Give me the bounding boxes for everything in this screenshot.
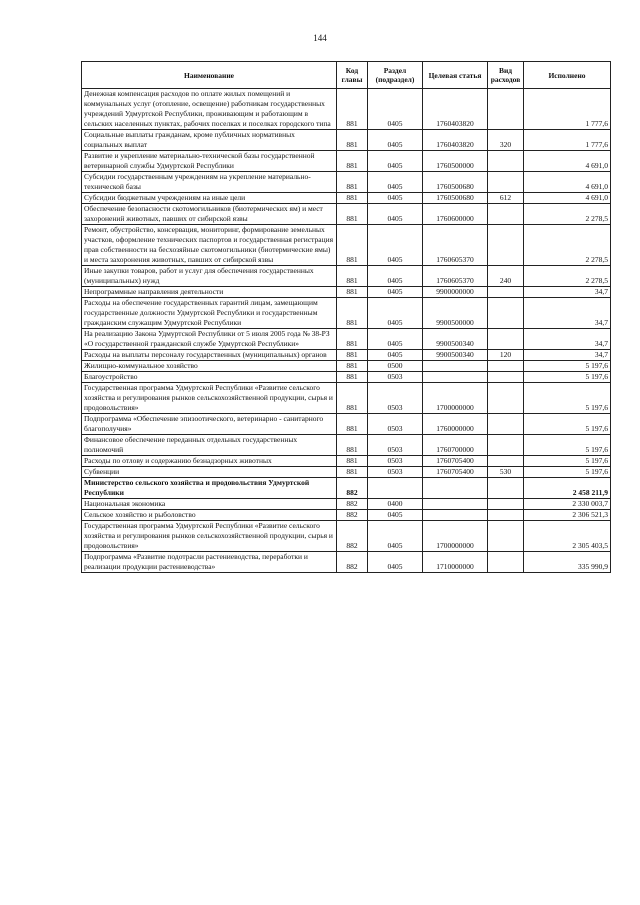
cell-target: 1760705400 [423, 456, 488, 467]
cell-amount: 34,7 [524, 298, 611, 329]
cell-code: 881 [337, 193, 368, 204]
cell-section: 0503 [368, 467, 423, 478]
cell-amount: 5 197,6 [524, 361, 611, 372]
cell-amount: 2 278,5 [524, 266, 611, 287]
cell-type [488, 552, 524, 573]
table-row [82, 287, 611, 298]
cell-section: 0405 [368, 521, 423, 552]
budget-table [81, 61, 611, 573]
cell-type [488, 204, 524, 225]
header-type: Вид расходов [488, 62, 524, 89]
cell-section: 0503 [368, 383, 423, 414]
table-row [82, 499, 611, 510]
cell-section: 0405 [368, 287, 423, 298]
cell-target [423, 510, 488, 521]
cell-section: 0405 [368, 151, 423, 172]
cell-section: 0405 [368, 329, 423, 350]
cell-name: Государственная программа Удмуртской Республики «Развитие сельского хозяйства и регулирования рынков сельскохозяйственной продукции, сырья и продовольствия» [82, 521, 337, 552]
cell-amount: 34,7 [524, 350, 611, 361]
cell-target: 9900500340 [423, 350, 488, 361]
cell-type: 612 [488, 193, 524, 204]
cell-code: 881 [337, 467, 368, 478]
cell-type: 320 [488, 130, 524, 151]
cell-type [488, 329, 524, 350]
cell-name: Денежная компенсация расходов по оплате жилых помещений и коммунальных услуг (отопление, освещение) работникам государственных учреждений Удмуртской Республики, проживающим и работающим в сельских населенных пунктах, рабочих поселках и поселках городского типа [82, 89, 337, 130]
cell-amount: 5 197,6 [524, 372, 611, 383]
cell-amount: 5 197,6 [524, 435, 611, 456]
cell-type [488, 372, 524, 383]
cell-target [423, 372, 488, 383]
cell-amount: 34,7 [524, 329, 611, 350]
cell-target: 9900500000 [423, 298, 488, 329]
cell-amount: 2 330 003,7 [524, 499, 611, 510]
cell-target: 9900500340 [423, 329, 488, 350]
cell-target: 1760700000 [423, 435, 488, 456]
cell-name: Субсидии бюджетным учреждениям на иные цели [82, 193, 337, 204]
cell-code: 881 [337, 266, 368, 287]
cell-amount: 34,7 [524, 287, 611, 298]
cell-amount: 2 306 521,3 [524, 510, 611, 521]
table-row [82, 552, 611, 573]
cell-code: 881 [337, 287, 368, 298]
cell-section: 0405 [368, 266, 423, 287]
page-number: 144 [313, 33, 327, 43]
cell-amount: 2 278,5 [524, 225, 611, 266]
cell-name: Расходы по отлову и содержанию безнадзорных животных [82, 456, 337, 467]
header-section: Раздел (подраздел) [368, 62, 423, 89]
cell-section: 0405 [368, 350, 423, 361]
cell-type [488, 510, 524, 521]
cell-type [488, 172, 524, 193]
cell-name: Национальная экономика [82, 499, 337, 510]
cell-code: 882 [337, 521, 368, 552]
cell-name: Министерство сельского хозяйства и продовольствия Удмуртской Республики [82, 478, 337, 499]
cell-target: 1760403820 [423, 89, 488, 130]
cell-type [488, 383, 524, 414]
cell-name: Непрограммные направления деятельности [82, 287, 337, 298]
cell-type [488, 456, 524, 467]
cell-target: 1700000000 [423, 383, 488, 414]
cell-target: 1760403820 [423, 130, 488, 151]
header-name: Наименование [82, 62, 337, 89]
cell-amount: 1 777,6 [524, 130, 611, 151]
cell-name: Социальные выплаты гражданам, кроме публичных нормативных социальных выплат [82, 130, 337, 151]
cell-type [488, 521, 524, 552]
cell-code: 882 [337, 510, 368, 521]
table-row [82, 435, 611, 456]
cell-code: 881 [337, 361, 368, 372]
cell-type [488, 361, 524, 372]
cell-code: 882 [337, 552, 368, 573]
cell-section: 0405 [368, 510, 423, 521]
cell-type [488, 225, 524, 266]
cell-code: 881 [337, 225, 368, 266]
cell-section: 0405 [368, 552, 423, 573]
cell-name: Благоустройство [82, 372, 337, 383]
cell-type [488, 414, 524, 435]
table-row [82, 383, 611, 414]
cell-target: 1710000000 [423, 552, 488, 573]
cell-code: 881 [337, 89, 368, 130]
cell-amount: 5 197,6 [524, 383, 611, 414]
cell-name: На реализацию Закона Удмуртской Республики от 5 июля 2005 года № 38-РЗ «О государственной гражданской службе Удмуртской Республики» [82, 329, 337, 350]
cell-type [488, 298, 524, 329]
cell-section: 0405 [368, 204, 423, 225]
cell-section: 0503 [368, 456, 423, 467]
cell-type [488, 151, 524, 172]
table-row [82, 172, 611, 193]
cell-name: Развитие и укрепление материально-технической базы государственной ветеринарной службы Удмуртской Республики [82, 151, 337, 172]
cell-code: 881 [337, 172, 368, 193]
table-row [82, 329, 611, 350]
cell-code: 881 [337, 414, 368, 435]
cell-name: Субсидии государственным учреждениям на укрепление материально-технической базы [82, 172, 337, 193]
cell-name: Финансовое обеспечение переданных отдельных государственных полномочий [82, 435, 337, 456]
table-row [82, 151, 611, 172]
cell-name: Ремонт, обустройство, консервация, мониторинг, формирование земельных участков, оформление технических паспортов и государственная регистрация прав собственности на бесхозяйные скотомогильники (биотермические ямы) и места захоронения животных, павших от сибирской язвы [82, 225, 337, 266]
cell-type [488, 435, 524, 456]
table-row [82, 510, 611, 521]
cell-name: Иные закупки товаров, работ и услуг для обеспечения государственных (муниципальных) нужд [82, 266, 337, 287]
cell-code: 881 [337, 456, 368, 467]
cell-section: 0405 [368, 225, 423, 266]
cell-section: 0503 [368, 372, 423, 383]
cell-code: 881 [337, 383, 368, 414]
cell-code: 882 [337, 478, 368, 499]
table-row [82, 204, 611, 225]
cell-amount: 4 691,0 [524, 172, 611, 193]
cell-code: 882 [337, 499, 368, 510]
cell-amount: 1 777,6 [524, 89, 611, 130]
table-row [82, 350, 611, 361]
cell-name: Подпрограмма «Обеспечение эпизоотического, ветеринарно - санитарного благополучия» [82, 414, 337, 435]
table-row [82, 298, 611, 329]
cell-type: 530 [488, 467, 524, 478]
cell-target: 9900000000 [423, 287, 488, 298]
cell-section: 0503 [368, 414, 423, 435]
table-row [82, 89, 611, 130]
table-row [82, 361, 611, 372]
cell-code: 881 [337, 435, 368, 456]
cell-type [488, 499, 524, 510]
table-row [82, 193, 611, 204]
cell-target: 1760600000 [423, 204, 488, 225]
cell-section: 0405 [368, 172, 423, 193]
cell-target: 1760605370 [423, 266, 488, 287]
cell-section: 0405 [368, 89, 423, 130]
cell-name: Государственная программа Удмуртской Республики «Развитие сельского хозяйства и регулирования рынков сельскохозяйственной продукции, сырья и продовольствия» [82, 383, 337, 414]
table-row [82, 467, 611, 478]
cell-target: 1700000000 [423, 521, 488, 552]
header-executed: Исполнено [524, 62, 611, 89]
cell-code: 881 [337, 130, 368, 151]
cell-name: Расходы на выплаты персоналу государственных (муниципальных) органов [82, 350, 337, 361]
cell-name: Расходы на обеспечение государственных гарантий лицам, замещающим государственные должности Удмуртской Республики и государственным гражданским служащим Удмуртской Республики [82, 298, 337, 329]
cell-amount: 2 305 403,5 [524, 521, 611, 552]
cell-section: 0405 [368, 298, 423, 329]
cell-section [368, 478, 423, 499]
cell-section: 0400 [368, 499, 423, 510]
cell-name: Обеспечение безопасности скотомогильников (биотермических ям) и мест захоронений животных, павших от сибирской язвы [82, 204, 337, 225]
header-row [82, 62, 611, 89]
table-row [82, 372, 611, 383]
cell-name: Подпрограмма «Развитие подотрасли растениеводства, переработки и реализации продукции растениеводства» [82, 552, 337, 573]
cell-target [423, 361, 488, 372]
cell-target: 1760500680 [423, 172, 488, 193]
cell-amount: 5 197,6 [524, 414, 611, 435]
table-row [82, 478, 611, 499]
cell-section: 0405 [368, 130, 423, 151]
header-target: Целевая статья [423, 62, 488, 89]
cell-code: 881 [337, 204, 368, 225]
cell-name: Сельское хозяйство и рыболовство [82, 510, 337, 521]
cell-amount: 5 197,6 [524, 456, 611, 467]
table-row [82, 521, 611, 552]
cell-section: 0503 [368, 435, 423, 456]
table-row [82, 456, 611, 467]
cell-amount: 5 197,6 [524, 467, 611, 478]
cell-amount: 4 691,0 [524, 151, 611, 172]
cell-name: Субвенции [82, 467, 337, 478]
cell-type [488, 287, 524, 298]
cell-amount: 335 990,9 [524, 552, 611, 573]
cell-type [488, 478, 524, 499]
cell-type [488, 89, 524, 130]
cell-target [423, 478, 488, 499]
cell-code: 881 [337, 372, 368, 383]
cell-type: 240 [488, 266, 524, 287]
cell-code: 881 [337, 298, 368, 329]
table-row [82, 225, 611, 266]
cell-code: 881 [337, 151, 368, 172]
cell-amount: 4 691,0 [524, 193, 611, 204]
table-row [82, 414, 611, 435]
table-row [82, 266, 611, 287]
cell-target: 1760000000 [423, 414, 488, 435]
cell-target: 1760605370 [423, 225, 488, 266]
cell-target: 1760500000 [423, 151, 488, 172]
cell-name: Жилищно-коммунальное хозяйство [82, 361, 337, 372]
header-code: Код главы [337, 62, 368, 89]
cell-type: 120 [488, 350, 524, 361]
cell-section: 0500 [368, 361, 423, 372]
cell-code: 881 [337, 350, 368, 361]
cell-target [423, 499, 488, 510]
cell-amount: 2 278,5 [524, 204, 611, 225]
cell-section: 0405 [368, 193, 423, 204]
cell-target: 1760705400 [423, 467, 488, 478]
cell-amount: 2 458 211,9 [524, 478, 611, 499]
cell-code: 881 [337, 329, 368, 350]
cell-target: 1760500680 [423, 193, 488, 204]
table-row [82, 130, 611, 151]
